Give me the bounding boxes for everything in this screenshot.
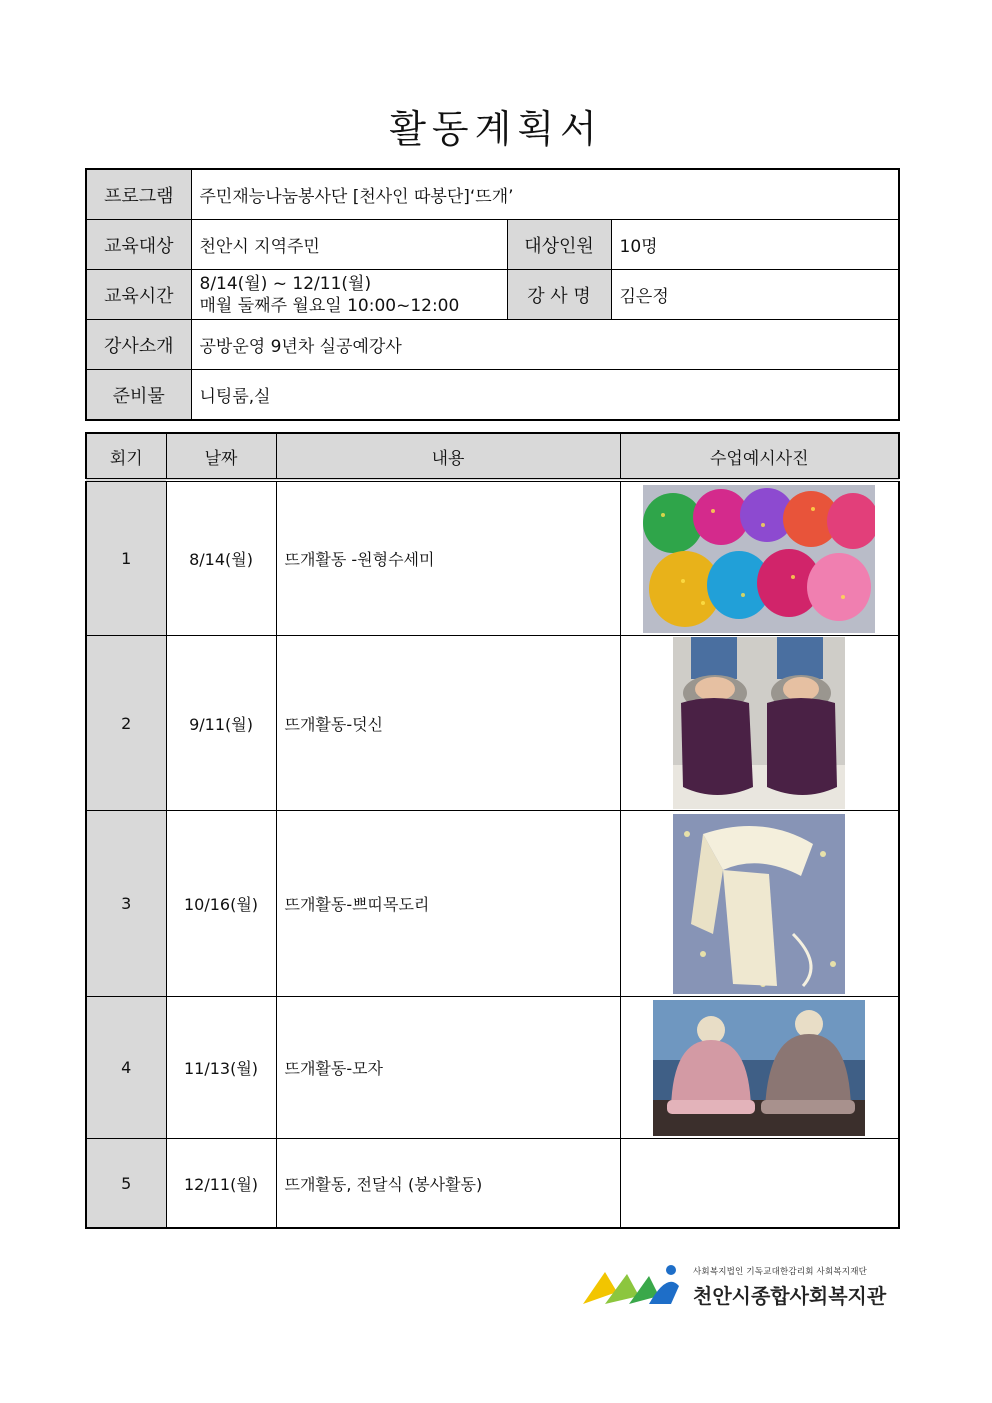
session-content: 뜨개활동 -원형수세미: [276, 480, 620, 636]
info-row-intro: [86, 320, 899, 370]
intro-value: 공방운영 9년차 실공예강사: [191, 320, 899, 370]
photo-cell: [620, 480, 899, 636]
header-photo: 수업예시사진: [620, 433, 899, 480]
program-value: 주민재능나눔봉사단 [천사인 따봉단]‘뜨개’: [191, 169, 899, 220]
photo-dish-scrubbers: [643, 485, 875, 633]
session-number: 4: [86, 997, 166, 1139]
session-content: 뜨개활동-모자: [276, 997, 620, 1139]
target-label: 교육대상: [86, 220, 191, 270]
session-number: 3: [86, 811, 166, 997]
time-label: 교육시간: [86, 270, 191, 320]
session-number: 5: [86, 1139, 166, 1229]
materials-label: 준비물: [86, 370, 191, 421]
table-row: [86, 480, 899, 636]
count-label: 대상인원: [507, 220, 611, 270]
header-session: 회기: [86, 433, 166, 480]
photo-cell-empty: [620, 1139, 899, 1229]
session-content: 뜨개활동-덧신: [276, 636, 620, 811]
session-number: 1: [86, 480, 166, 636]
page-title: 활동계획서: [389, 107, 603, 151]
session-date: 10/16(월): [166, 811, 276, 997]
organization-logo: [583, 1262, 903, 1308]
count-value: 10명: [611, 220, 899, 270]
info-row-target: [86, 220, 899, 270]
session-content: 뜨개활동, 전달식 (봉사활동): [276, 1139, 620, 1229]
header-date: 날짜: [166, 433, 276, 480]
table-row: [86, 997, 899, 1139]
photo-cell: [620, 811, 899, 997]
session-date: 12/11(월): [166, 1139, 276, 1229]
session-content: 뜨개활동-쁘띠목도리: [276, 811, 620, 997]
program-label: 프로그램: [86, 169, 191, 220]
info-row-materials: [86, 370, 899, 421]
session-date: 8/14(월): [166, 480, 276, 636]
intro-label: 강사소개: [86, 320, 191, 370]
instructor-label: 강 사 명: [507, 270, 611, 320]
logo-org-name: 천안시종합사회복지관: [693, 1284, 887, 1308]
photo-slippers: [673, 637, 845, 809]
photo-scarf: [673, 814, 845, 994]
session-date: 9/11(월): [166, 636, 276, 811]
info-row-program: [86, 169, 899, 220]
photo-cell: [620, 636, 899, 811]
time-value-schedule: 매월 둘째주 월요일 10:00~12:00: [199, 295, 460, 316]
table-row: [86, 1139, 899, 1229]
session-date: 11/13(월): [166, 997, 276, 1139]
materials-value: 니팅룸,실: [191, 370, 899, 421]
time-value: [191, 270, 507, 320]
instructor-value: 김은정: [611, 270, 899, 320]
schedule-header-row: [86, 433, 899, 480]
session-number: 2: [86, 636, 166, 811]
photo-knit-hats: [653, 1000, 865, 1136]
photo-cell: [620, 997, 899, 1139]
time-value-period: 8/14(월) ~ 12/11(월): [199, 273, 372, 294]
target-value: 천안시 지역주민: [191, 220, 507, 270]
info-table: [85, 168, 900, 421]
schedule-table: [85, 432, 900, 1229]
table-row: [86, 636, 899, 811]
table-row: [86, 811, 899, 997]
header-content: 내용: [276, 433, 620, 480]
logo-foundation-text: 사회복지법인 기독교대한감리회 사회복지재단: [693, 1267, 868, 1277]
info-row-time: [86, 270, 899, 320]
logo-mark-icon: [583, 1262, 687, 1308]
